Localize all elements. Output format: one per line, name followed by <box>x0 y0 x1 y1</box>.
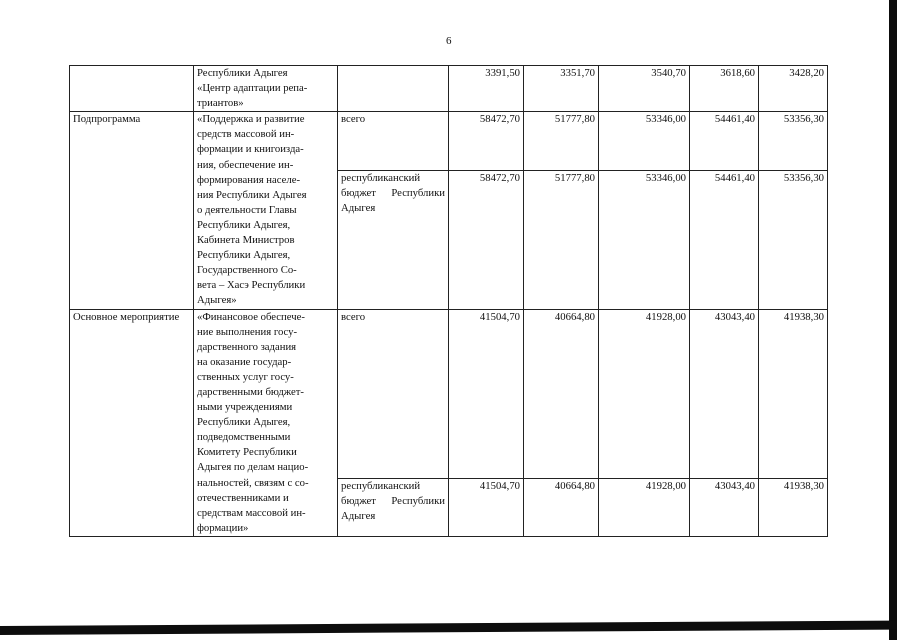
funding-source-cell <box>338 66 449 112</box>
scan-edge-bottom <box>0 621 897 635</box>
description-line: ными учреждениями <box>197 401 293 414</box>
value-cell: 41504,70 <box>449 479 524 537</box>
description-line: дарственными бюджет- <box>197 385 304 398</box>
description-line: Комитету Республики <box>197 446 297 459</box>
description-line: Кабинета Министров <box>197 234 295 247</box>
value-cell: 58472,70 <box>449 171 524 309</box>
value-cell: 51777,80 <box>524 112 599 171</box>
value-cell: 53356,30 <box>759 112 828 171</box>
description-line: «Поддержка и развитие <box>197 113 305 126</box>
description-line: на оказание государ- <box>197 355 292 368</box>
description-line: триантов» <box>197 97 244 110</box>
description-line: нальностей, связям с со- <box>197 476 309 489</box>
value-cell: 40664,80 <box>524 309 599 479</box>
value-cell: 3391,50 <box>449 66 524 112</box>
value-cell: 54461,40 <box>690 171 759 309</box>
funding-source-cell: республиканский бюджет Республики Адыгея <box>338 171 449 309</box>
value-cell: 54461,40 <box>690 112 759 171</box>
program-type-cell: Основное мероприятие <box>70 309 194 536</box>
page-number: 6 <box>446 35 452 47</box>
description-line: Республики Адыгея <box>197 67 288 79</box>
description-cell <box>194 112 338 309</box>
description-line: Адыгея» <box>197 294 237 307</box>
description-line: формации» <box>197 521 249 534</box>
table-row <box>70 66 828 112</box>
funding-source-cell: всего <box>338 309 449 479</box>
funding-source-cell: республиканский бюджет Республики Адыгея <box>338 479 449 537</box>
value-cell: 43043,40 <box>690 479 759 537</box>
budget-table <box>69 65 828 537</box>
description-line: Адыгея по делам нацио- <box>197 461 309 474</box>
value-cell: 41938,30 <box>759 479 828 537</box>
description-line: Государственного Со- <box>197 264 297 277</box>
description-line: Республики Адыгея, <box>197 218 291 231</box>
description-line: Республики Адыгея, <box>197 416 291 429</box>
value-cell: 3428,20 <box>759 66 828 112</box>
value-cell: 58472,70 <box>449 112 524 171</box>
description-line: ния Республики Адыгея <box>197 188 307 201</box>
value-cell: 43043,40 <box>690 309 759 479</box>
value-cell: 51777,80 <box>524 171 599 309</box>
description-line: подведомственными <box>197 431 291 444</box>
funding-source-cell: всего <box>338 112 449 171</box>
value-cell: 41928,00 <box>599 309 690 479</box>
value-cell: 53346,00 <box>599 171 690 309</box>
description-line: ственных услуг госу- <box>197 370 294 383</box>
value-cell: 3540,70 <box>599 66 690 112</box>
table-row <box>70 309 828 479</box>
description-line: о деятельности Главы <box>197 203 297 216</box>
description-line: формирования населе- <box>197 173 301 186</box>
description-cell <box>194 66 338 112</box>
value-cell: 3618,60 <box>690 66 759 112</box>
description-line: ние выполнения госу- <box>197 325 298 338</box>
value-cell: 53356,30 <box>759 171 828 309</box>
description-line: средств массовой ин- <box>197 128 295 141</box>
description-line: «Финансовое обеспече- <box>197 310 305 323</box>
value-cell: 41504,70 <box>449 309 524 479</box>
description-line: «Центр адаптации репа- <box>197 82 308 95</box>
description-line: Республики Адыгея, <box>197 249 291 262</box>
description-line: ния, обеспечение ин- <box>197 158 294 171</box>
value-cell: 41928,00 <box>599 479 690 537</box>
value-cell: 40664,80 <box>524 479 599 537</box>
program-type-cell: Подпрограмма <box>70 112 194 309</box>
value-cell: 53346,00 <box>599 112 690 171</box>
description-line: дарственного задания <box>197 340 297 353</box>
program-type-cell <box>70 66 194 112</box>
description-line: отечественниками и <box>197 491 289 504</box>
description-cell <box>194 309 338 536</box>
description-line: вета – Хасэ Республики <box>197 279 306 292</box>
scan-edge-right <box>889 0 897 640</box>
value-cell: 3351,70 <box>524 66 599 112</box>
description-line: формации и книгоизда- <box>197 143 304 156</box>
description-line: средствам массовой ин- <box>197 506 306 519</box>
value-cell: 41938,30 <box>759 309 828 479</box>
table-row <box>70 112 828 171</box>
